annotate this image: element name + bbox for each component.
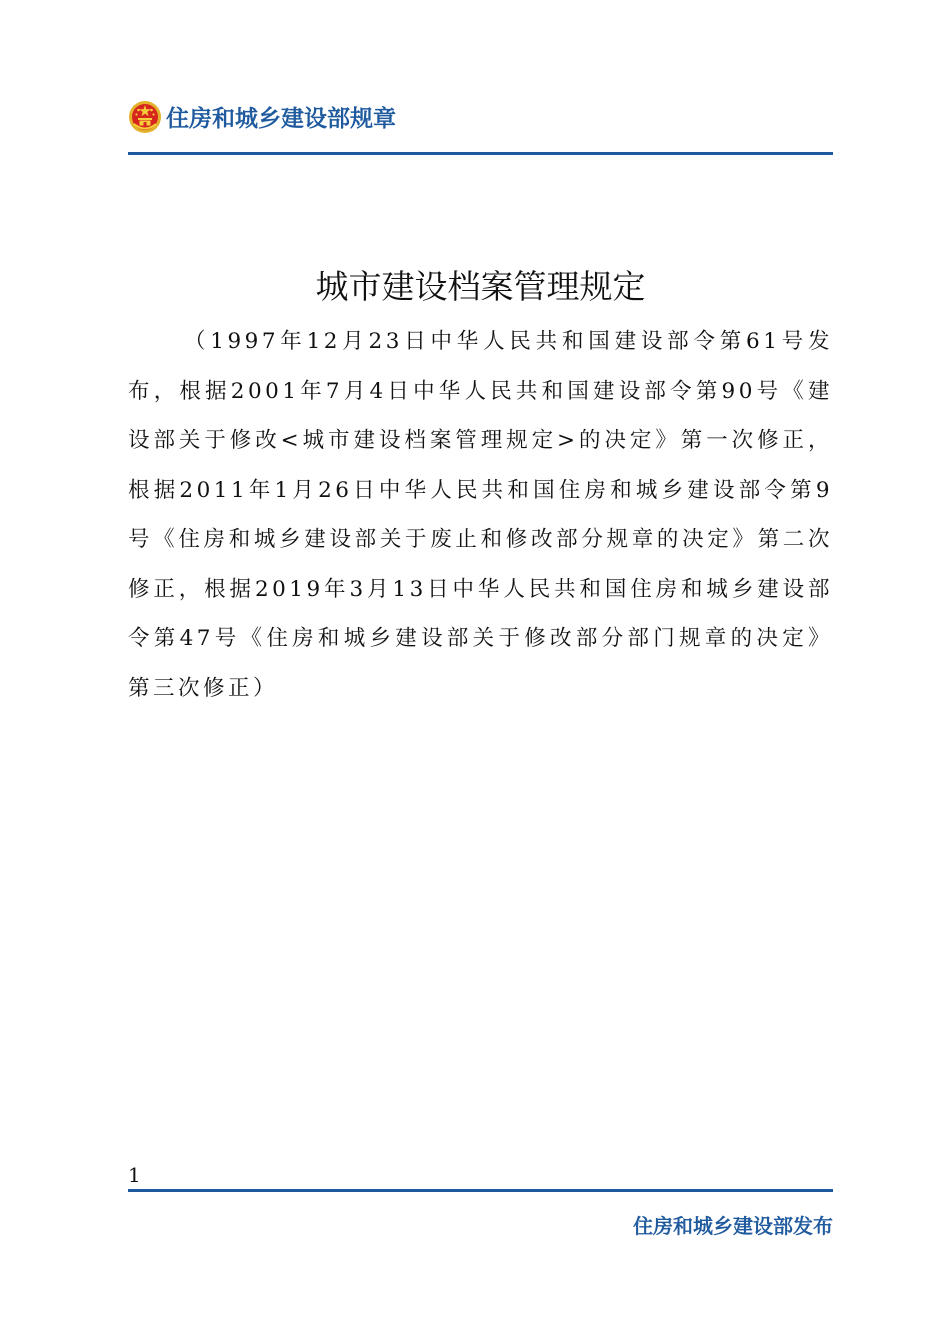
- footer-publisher: 住房和城乡建设部发布: [633, 1214, 833, 1238]
- revision-note: （1997年12月23日中华人民共和国建设部令第61号发布，根据2001年7月4日中华人民共和国建设部令第90号《建设部关于修改<城市建设档案管理规定>的决定》第一次修正，根据2011年1月26日中华人民共和国住房和城乡建设部令第9号《住房和城乡建设部关于废止和修改部分规章的决定》第二次修正，根据2019年3月13日中华人民共和国住房和城乡建设部令第47号《住房和城乡建设部关于修改部分部门规章的决定》第三次修正）: [128, 329, 833, 701]
- header-title: 住房和城乡建设部规章: [166, 106, 396, 132]
- page-number: 1: [128, 1163, 141, 1187]
- header-divider: [128, 152, 833, 155]
- national-emblem-icon: [128, 100, 162, 134]
- document-title: 城市建设档案管理规定: [315, 267, 646, 306]
- page-header: [128, 96, 833, 156]
- footer-divider: [128, 1189, 833, 1192]
